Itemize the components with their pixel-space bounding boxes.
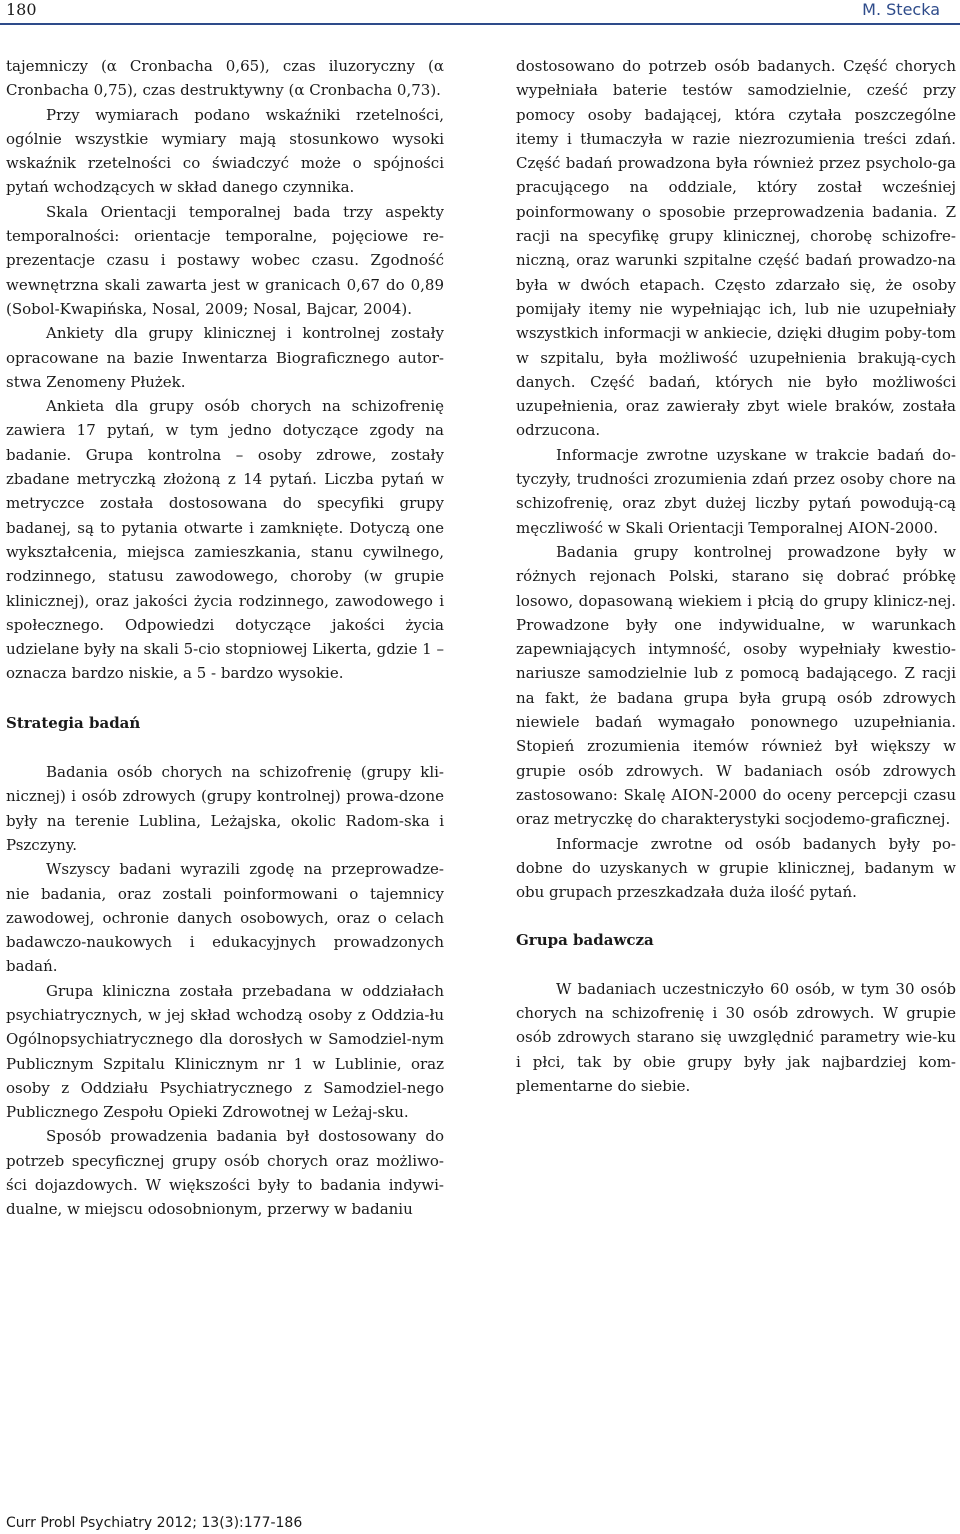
paragraph: Sposób prowadzenia badania był dostosowany do potrzeb specyficznej grupy osób chorych oraz możliwo-ści dojazdowych. W większości były to badania indywi-dualne, w miejscu odosobnionym, przerwy w badaniu	[6, 1127, 444, 1219]
paragraph: Badania osób chorych na schizofrenię (grupy kli-nicznej) i osób zdrowych (grupy kontrolnej) prowa-dzone były na terenie Lublina, Leżajska, okolic Radom-ska i Pszczyny.	[6, 763, 444, 854]
footer-citation: Curr Probl Psychiatry 2012; 13(3):177-186	[6, 1515, 303, 1531]
section-heading: Grupa badawcza	[516, 931, 654, 950]
paragraph: W badaniach uczestniczyło 60 osób, w tym 30 osób chorych na schizofrenię i 30 osób zdrowych. W grupie osób zdrowych starano się uwzględnić parametry wie-ku i płci, tak by obie grupy były jak najbardziej kom-plementarne do siebie.	[516, 979, 956, 1095]
paragraph: Informacje zwrotne uzyskane w trakcie badań do-tyczyły, trudności zrozumienia zdań przez osoby chore na schizofrenię, oraz zbyt dużej liczby pytań powodują-cą męczliwość w Skali Orientacji Temporalnej AION-2000.	[516, 445, 956, 537]
paragraph: Przy wymiarach podano wskaźniki rzetelności, ogólnie wszystkie wymiary mają stosunkowo wysoki wskaźnik rzetelności co świadczyć może o spójności pytań wchodzących w skład danego czynnika.	[6, 105, 444, 197]
paragraph: Badania grupy kontrolnej prowadzone były w różnych rejonach Polski, starano się dobrać próbkę losowo, dopasowaną wiekiem i płcią do grupy klinicz-nej. Prowadzone były one indywidualne, w warunkach zapewniających intymność, osoby wypełniały kwestio-nariusze samodzielnie lub z pomocą badającego. Z racji na fakt, że badana grupa była grupą osób zdrowych niewiele badań wymagało ponownego uzupełniania. Stopień zrozumienia itemów również był większy w grupie osób zdrowych. W badaniach osób zdrowych zastosowano: Skalę AION-2000 do oceny percepcji czasu oraz metryczkę do charakterystyki socjodemo-graficznej.	[516, 542, 956, 829]
section-heading: Strategia badań	[6, 713, 141, 732]
author-name: M. Stecka	[862, 0, 940, 19]
paragraph: tajemniczy (α Cronbacha 0,65), czas iluzoryczny (α Cronbacha 0,75), czas destruktywny (α Cronbacha 0,73).	[6, 57, 444, 100]
paragraph: Ankieta dla grupy osób chorych na schizofrenię zawiera 17 pytań, w tym jedno dotyczące zgody na badanie. Grupa kontrolna – osoby zdrowe, zostały zbadane metryczką złożoną z 14 pytań. Liczba pytań w metryczce została dostosowana do specyfiki grupy badanej, są to pytania otwarte i zamknięte. Dotyczą one wykształcenia, miejsca zamieszkania, stanu cywilnego, rodzinnego, statusu zawodowego, choroby (w grupie klinicznej), oraz jakości życia rodzinnego, zawodowego i społecznego. Odpowiedzi dotyczące jakości życia udzielane były na skali 5-cio stopniowej Likerta, gdzie 1 – oznacza bardzo niskie, a 5 - bardzo wysokie.	[6, 397, 444, 683]
paragraph: Ankiety dla grupy klinicznej i kontrolnej zostały opracowane na bazie Inwentarza Biograficznego autor-stwa Zenomeny Płużek.	[6, 324, 444, 391]
paragraph: Wszyscy badani wyrazili zgodę na przeprowadze-nie badania, oraz zostali poinformowani o tajemnicy zawodowej, ochronie danych osobowych, oraz o celach badawczo-naukowych i edukacyjnych prowadzonych badań.	[6, 860, 444, 976]
header-rule	[0, 23, 960, 25]
paragraph: Grupa kliniczna została przebadana w oddziałach psychiatrycznych, w jej skład wchodzą osoby z Oddzia-łu Ogólnopsychiatrycznego dla dorosłych w Samodziel-nym Publicznym Szpitalu Klinicznym nr 1 w Lublinie, oraz osoby z Oddziału Psychiatrycznego z Samodziel-nego Publicznego Zespołu Opieki Zdrowotnej w Leżaj-sku.	[6, 981, 444, 1122]
page-number: 180	[6, 0, 37, 19]
left-column	[6, 54, 444, 1222]
paragraph: Skala Orientacji temporalnej bada trzy aspekty temporalności: orientacje temporalne, pojęciowe re-prezentacje czasu i postawy wobec czasu. Zgodność wewnętrzna skali zawarta jest w granicach 0,67 do 0,89 (Sobol-Kwapińska, Nosal, 2009; Nosal, Bajcar, 2004).	[6, 202, 444, 318]
paragraph: dostosowano do potrzeb osób badanych. Część chorych wypełniała baterie testów samodzielnie, cześć przy pomocy osoby badającej, która czytała poszczególne itemy i tłumaczyła w razie niezrozumienia treści zdań. Część badań prowadzona była również przez psycholo-ga pracującego na oddziale, który został wcześniej poinformowany o sposobie przeprowadzenia badania. Z racji na specyfikę grupy klinicznej, chorobę schizofre-niczną, oraz warunki szpitalne część badań prowadzo-na była w dwóch etapach. Często zdarzało się, że osoby pomijały itemy nie wypełniając ich, lub nie uzupełniały wszystkich informacji w ankiecie, dzięki długim poby-tom w szpitalu, była możliwość uzupełnienia brakują-cych danych. Część badań, których nie było możliwości uzupełnienia, oraz zawierały zbyt wiele braków, została odrzucona.	[516, 57, 956, 440]
paragraph: Informacje zwrotne od osób badanych były po-dobne do uzyskanych w grupie klinicznej, badanym w obu grupach przeszkadzała duża ilość pytań.	[516, 834, 956, 902]
right-column	[516, 54, 956, 1098]
